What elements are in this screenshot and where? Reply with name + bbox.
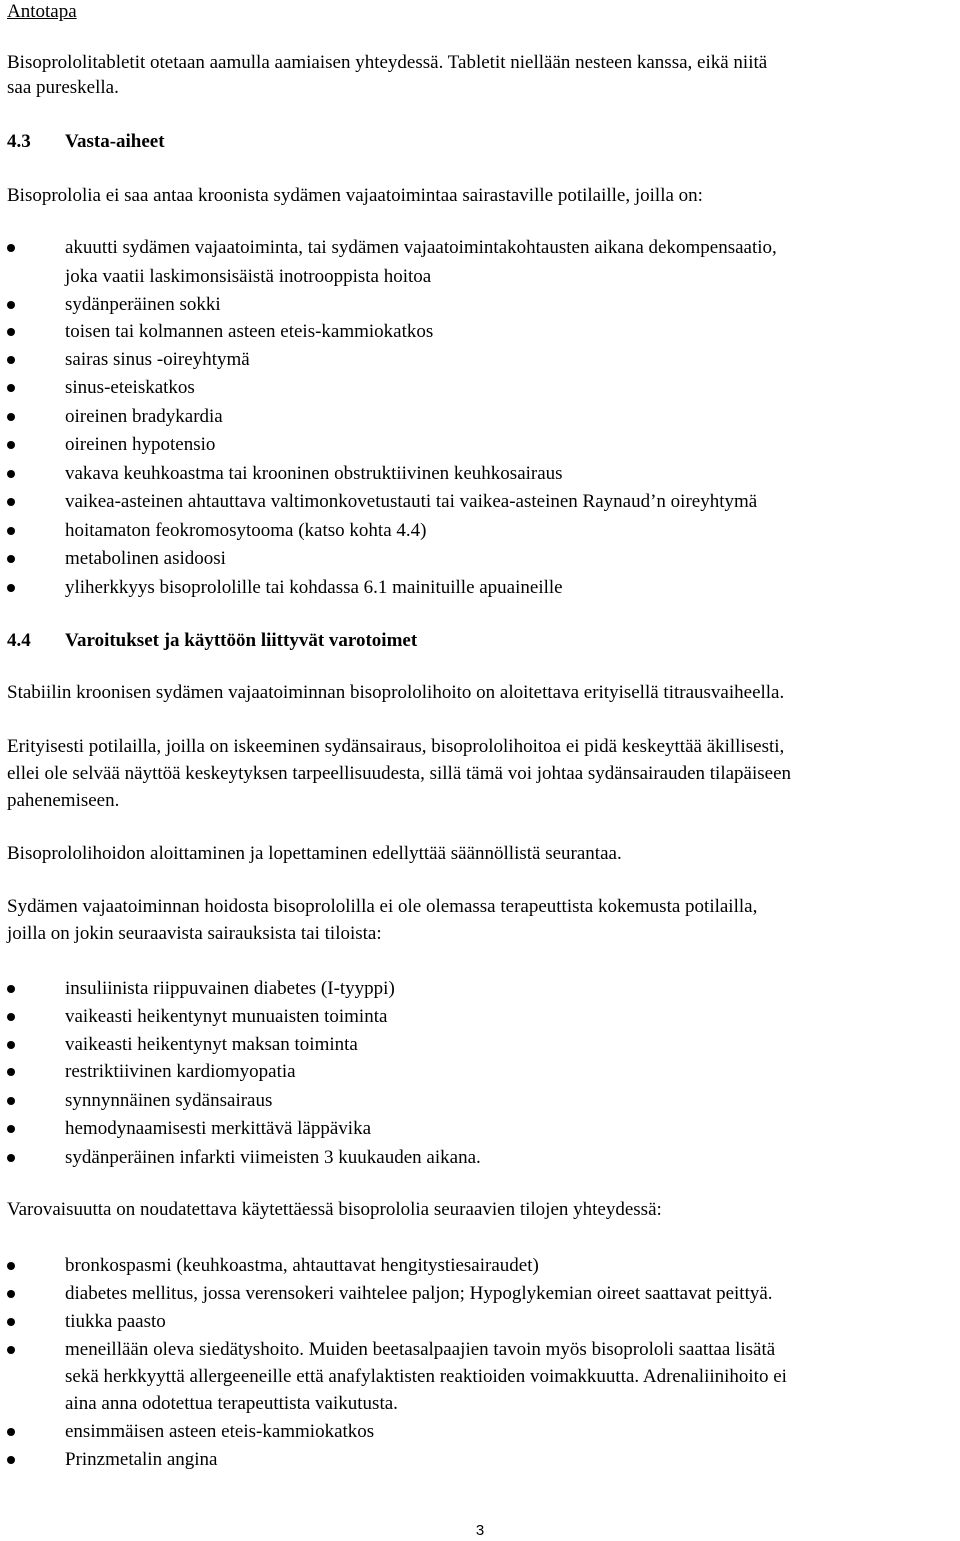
bullet-icon bbox=[7, 384, 15, 392]
section-number: 4.4 bbox=[7, 630, 31, 651]
section-number: 4.3 bbox=[7, 131, 31, 152]
list-item-text: hoitamaton feokromosytooma (katso kohta 4.4) bbox=[65, 520, 427, 541]
bullet-icon bbox=[7, 584, 15, 592]
bullet-icon bbox=[7, 1346, 15, 1354]
bullet-icon bbox=[7, 470, 15, 478]
section-title: Vasta-aiheet bbox=[65, 131, 165, 152]
list-item-text: akuutti sydämen vajaatoiminta, tai sydämen vajaatoimintakohtausten aikana dekompensaatio, bbox=[65, 237, 777, 258]
bullet-icon bbox=[7, 1097, 15, 1105]
section-4-4-heading bbox=[7, 627, 417, 654]
list-item-text: bronkospasmi (keuhkoastma, ahtauttavat hengitystiesairaudet) bbox=[65, 1255, 539, 1276]
list-item-text: ensimmäisen asteen eteis-kammiokatkos bbox=[65, 1421, 375, 1442]
list-item-text: sydänperäinen sokki bbox=[65, 294, 221, 315]
list-item-text: Prinzmetalin angina bbox=[65, 1449, 218, 1470]
list-item-text: sekä herkkyyttä allergeeneille että anafylaktisten reaktioiden voimakkuutta. Adrenaliinihoito ei bbox=[65, 1366, 787, 1387]
paragraph-noexp-line-1: Sydämen vajaatoiminnan hoidosta bisoprololilla ei ole olemassa terapeuttista kokemusta potilailla, bbox=[7, 896, 758, 917]
page-number: 3 bbox=[475, 1522, 485, 1539]
bullet-icon bbox=[7, 328, 15, 336]
list-item-text: vaikeasti heikentynyt maksan toiminta bbox=[65, 1034, 358, 1055]
section-4-3-heading bbox=[7, 128, 165, 155]
list-item-text: vakava keuhkoastma tai krooninen obstruktiivinen keuhkosairaus bbox=[65, 463, 563, 484]
list-item-text: synnynnäinen sydänsairaus bbox=[65, 1090, 273, 1111]
list-item-text: oireinen bradykardia bbox=[65, 406, 223, 427]
list-item-text: meneillään oleva siedätyshoito. Muiden beetasalpaajien tavoin myös bisoprololi saattaa lisätä bbox=[65, 1339, 776, 1360]
bullet-icon bbox=[7, 555, 15, 563]
antotapa-heading: Antotapa bbox=[7, 1, 77, 22]
paragraph-monitoring: Bisoprololihoidon aloittaminen ja lopettaminen edellyttää säännöllistä seurantaa. bbox=[7, 843, 622, 864]
list-item-text: insuliinista riippuvainen diabetes (I-tyyppi) bbox=[65, 978, 395, 999]
list-item-text: vaikeasti heikentynyt munuaisten toiminta bbox=[65, 1006, 388, 1027]
list-item-text: aina anna odotettua terapeuttista vaikutusta. bbox=[65, 1393, 398, 1414]
contra-intro: Bisoprololia ei saa antaa kroonista sydämen vajaatoimintaa sairastaville potilaille, joilla on: bbox=[7, 185, 703, 206]
antotapa-line-2: saa pureskella. bbox=[7, 77, 119, 98]
bullet-icon bbox=[7, 498, 15, 506]
bullet-icon bbox=[7, 1428, 15, 1436]
list-item-text: sydänperäinen infarkti viimeisten 3 kuukauden aikana. bbox=[65, 1147, 481, 1168]
bullet-icon bbox=[7, 413, 15, 421]
list-item-text: restriktiivinen kardiomyopatia bbox=[65, 1061, 296, 1082]
paragraph-caution: Varovaisuutta on noudatettava käytettäessä bisoprololia seuraavien tilojen yhteydessä: bbox=[7, 1199, 662, 1220]
bullet-icon bbox=[7, 1125, 15, 1133]
bullet-icon bbox=[7, 301, 15, 309]
list-item-text: joka vaatii laskimonsisäistä inotrooppista hoitoa bbox=[65, 266, 432, 287]
list-item-text: sinus-eteiskatkos bbox=[65, 377, 195, 398]
section-title: Varoitukset ja käyttöön liittyvät varotoimet bbox=[65, 630, 418, 651]
bullet-icon bbox=[7, 1456, 15, 1464]
bullet-icon bbox=[7, 1013, 15, 1021]
list-item-text: vaikea-asteinen ahtauttava valtimonkovetustauti tai vaikea-asteinen Raynaud’n oireyhtymä bbox=[65, 491, 758, 512]
paragraph-stable: Stabiilin kroonisen sydämen vajaatoiminnan bisoprololihoito on aloitettava erityisellä titrausvaiheella. bbox=[7, 682, 785, 703]
antotapa-line-1: Bisoprololitabletit otetaan aamulla aamiaisen yhteydessä. Tabletit niellään nesteen kanssa, eikä niitä bbox=[7, 52, 768, 73]
bullet-icon bbox=[7, 244, 15, 252]
list-item-text: metabolinen asidoosi bbox=[65, 548, 226, 569]
bullet-icon bbox=[7, 1318, 15, 1326]
bullet-icon bbox=[7, 1068, 15, 1076]
paragraph-noexp-line-2: joilla on jokin seuraavista sairauksista tai tiloista: bbox=[7, 923, 382, 944]
paragraph-ischemic-line-1: Erityisesti potilailla, joilla on iskeeminen sydänsairaus, bisoprololihoitoa ei pidä keskeyttää äkillisesti, bbox=[7, 736, 785, 757]
list-item-text: yliherkkyys bisoprololille tai kohdassa 6.1 mainituille apuaineille bbox=[65, 577, 563, 598]
bullet-icon bbox=[7, 1262, 15, 1270]
bullet-icon bbox=[7, 1041, 15, 1049]
list-item-text: oireinen hypotensio bbox=[65, 434, 216, 455]
bullet-icon bbox=[7, 1290, 15, 1298]
paragraph-ischemic-line-2: ellei ole selvää näyttöä keskeytyksen tarpeellisuudesta, sillä tämä voi johtaa sydänsairauden tilapäiseen bbox=[7, 763, 792, 784]
list-item-text: sairas sinus -oireyhtymä bbox=[65, 349, 250, 370]
list-item-text: hemodynaamisesti merkittävä läppävika bbox=[65, 1118, 372, 1139]
list-item-text: toisen tai kolmannen asteen eteis-kammiokatkos bbox=[65, 321, 434, 342]
bullet-icon bbox=[7, 527, 15, 535]
bullet-icon bbox=[7, 441, 15, 449]
bullet-icon bbox=[7, 1154, 15, 1162]
bullet-icon bbox=[7, 356, 15, 364]
bullet-icon bbox=[7, 985, 15, 993]
list-item-text: tiukka paasto bbox=[65, 1311, 166, 1332]
paragraph-ischemic-line-3: pahenemiseen. bbox=[7, 790, 120, 811]
list-item-text: diabetes mellitus, jossa verensokeri vaihtelee paljon; Hypoglykemian oireet saattavat peittyä. bbox=[65, 1283, 773, 1304]
